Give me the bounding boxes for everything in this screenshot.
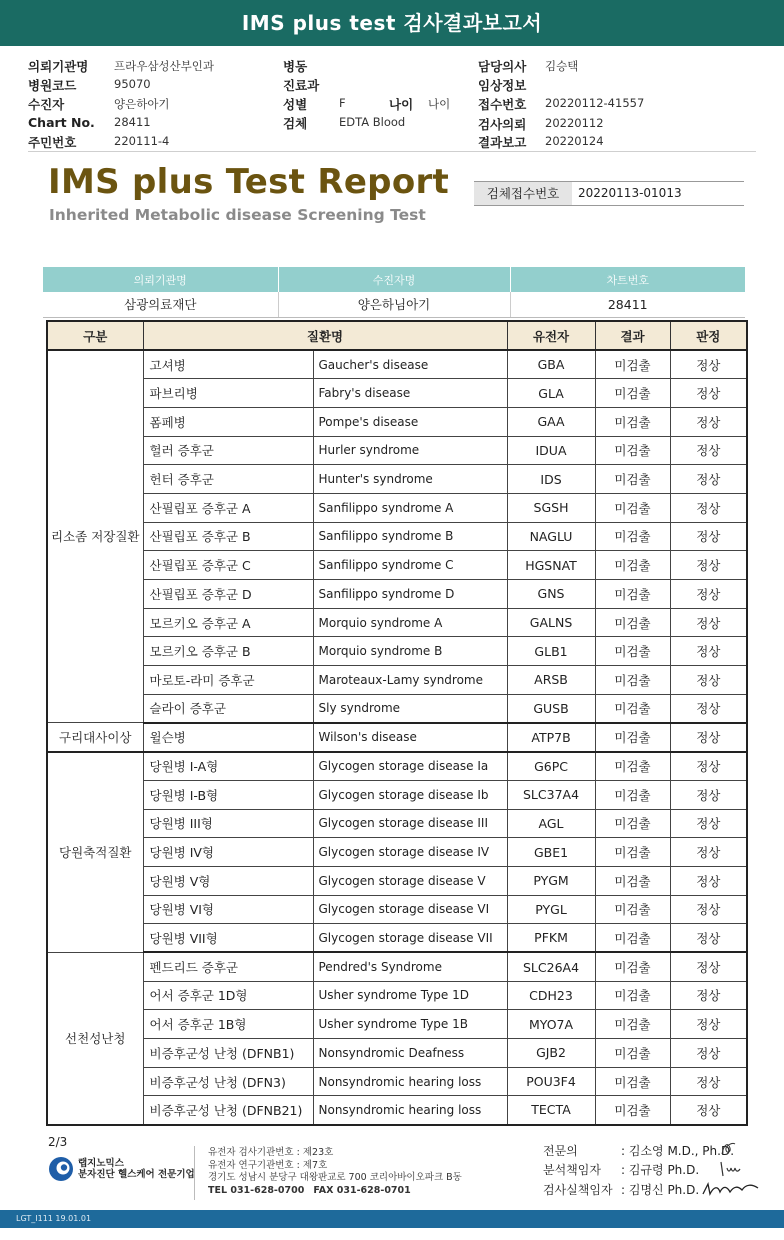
result-cell: 미검출	[595, 895, 670, 924]
verdict-cell: 정상	[670, 580, 747, 609]
patient-table-header: 수진자명	[278, 267, 510, 292]
disease-en-cell: Sanfilippo syndrome B	[313, 522, 507, 551]
disease-ko-cell: 당원병 IV형	[143, 838, 313, 867]
result-cell: 미검출	[595, 522, 670, 551]
company-name-line1: 랩지노믹스	[78, 1158, 124, 1169]
gene-cell: GLA	[507, 379, 595, 408]
results-header-category: 구분	[47, 321, 143, 350]
info-label: 결과보고	[478, 135, 527, 150]
info-label: 담당의사	[478, 59, 527, 74]
gene-cell: HGSNAT	[507, 551, 595, 580]
result-cell: 미검출	[595, 1039, 670, 1068]
page-number: 2/3	[48, 1135, 68, 1149]
table-row	[47, 436, 747, 465]
gene-cell: ARSB	[507, 666, 595, 695]
contact-role: 검사실책임자	[543, 1183, 613, 1197]
verdict-cell: 정상	[670, 809, 747, 838]
disease-en-cell: Glycogen storage disease IV	[313, 838, 507, 867]
disease-ko-cell: 당원병 I-A형	[143, 752, 313, 781]
table-row	[47, 1096, 747, 1125]
verdict-cell: 정상	[670, 1010, 747, 1039]
disease-en-cell: Glycogen storage disease Ia	[313, 752, 507, 781]
info-value: 95070	[114, 77, 151, 91]
disease-ko-cell: 모르키오 증후군 A	[143, 608, 313, 637]
result-cell: 미검출	[595, 752, 670, 781]
disease-en-cell: Pendred's Syndrome	[313, 952, 507, 981]
disease-en-cell: Usher syndrome Type 1B	[313, 1010, 507, 1039]
info-label: 검체	[283, 116, 308, 131]
verdict-cell: 정상	[670, 723, 747, 752]
info-label: 접수번호	[478, 97, 527, 112]
signature-1	[718, 1138, 740, 1160]
verdict-cell: 정상	[670, 666, 747, 695]
company-logo	[48, 1156, 74, 1182]
patient-table-header: 의뢰기관명	[43, 267, 278, 292]
gene-cell: GJB2	[507, 1039, 595, 1068]
result-cell: 미검출	[595, 608, 670, 637]
gene-cell: GALNS	[507, 608, 595, 637]
category-cell: 리소좀 저장질환	[47, 350, 143, 723]
signature-3	[700, 1178, 762, 1200]
results-header-result: 결과	[595, 321, 670, 350]
verdict-cell: 정상	[670, 895, 747, 924]
table-row	[47, 809, 747, 838]
info-label: 주민번호	[28, 135, 77, 150]
info-label: Chart No.	[28, 115, 95, 130]
disease-ko-cell: 당원병 I-B형	[143, 780, 313, 809]
results-header-verdict: 판정	[670, 321, 747, 350]
disease-en-cell: Wilson's disease	[313, 723, 507, 752]
divider	[28, 151, 756, 152]
result-cell: 미검출	[595, 780, 670, 809]
table-row	[47, 350, 747, 379]
verdict-cell: 정상	[670, 752, 747, 781]
table-row	[47, 1067, 747, 1096]
results-header-gene: 유전자	[507, 321, 595, 350]
contact-name: : 김규령 Ph.D.	[621, 1163, 700, 1177]
disease-en-cell: Morquio syndrome A	[313, 608, 507, 637]
table-row	[47, 895, 747, 924]
age-value: 나이	[428, 97, 451, 111]
results-header-disease: 질환명	[143, 321, 507, 350]
disease-en-cell: Nonsyndromic Deafness	[313, 1039, 507, 1068]
table-row	[47, 694, 747, 723]
report-header-bar	[0, 0, 784, 46]
disease-ko-cell: 마로토-라미 증후군	[143, 666, 313, 695]
table-row	[47, 981, 747, 1010]
table-row	[47, 608, 747, 637]
disease-en-cell: Glycogen storage disease VI	[313, 895, 507, 924]
receipt-number-label: 검체접수번호	[474, 182, 572, 205]
info-value: 20220112	[545, 116, 604, 130]
info-label: 수진자	[28, 97, 65, 112]
lab-fax: FAX 031-628-0701	[313, 1184, 411, 1196]
results-body	[47, 350, 747, 1125]
gene-cell: IDS	[507, 465, 595, 494]
footer-divider	[194, 1146, 195, 1200]
table-row	[47, 924, 747, 953]
gene-cell: CDH23	[507, 981, 595, 1010]
disease-ko-cell: 어서 증후군 1D형	[143, 981, 313, 1010]
disease-ko-cell: 당원병 VII형	[143, 924, 313, 953]
report-subtitle: Inherited Metabolic disease Screening Test	[49, 206, 426, 224]
lab-info-line: 유전자 검사기관번호 : 제23호	[208, 1147, 334, 1158]
disease-en-cell: Glycogen storage disease V	[313, 866, 507, 895]
disease-ko-cell: 비증후군성 난청 (DFN3)	[143, 1067, 313, 1096]
results-table	[46, 320, 748, 1126]
gene-cell: GUSB	[507, 694, 595, 723]
table-row	[47, 493, 747, 522]
verdict-cell: 정상	[670, 780, 747, 809]
disease-ko-cell: 어서 증후군 1B형	[143, 1010, 313, 1039]
table-row	[47, 838, 747, 867]
disease-ko-cell: 슬라이 증후군	[143, 694, 313, 723]
table-row	[47, 580, 747, 609]
disease-ko-cell: 폼페병	[143, 407, 313, 436]
result-cell: 미검출	[595, 952, 670, 981]
disease-ko-cell: 모르키오 증후군 B	[143, 637, 313, 666]
verdict-cell: 정상	[670, 924, 747, 953]
table-row	[47, 1039, 747, 1068]
disease-en-cell: Sly syndrome	[313, 694, 507, 723]
info-label: 병원코드	[28, 78, 77, 93]
gene-cell: PYGL	[507, 895, 595, 924]
table-row	[47, 866, 747, 895]
report-header-title: IMS plus test 검사결과보고서	[241, 11, 543, 35]
gene-cell: GNS	[507, 580, 595, 609]
receipt-number-box	[474, 181, 744, 206]
info-value: EDTA Blood	[339, 115, 406, 129]
result-cell: 미검출	[595, 436, 670, 465]
contact-role: 전문의	[543, 1144, 578, 1158]
signature-2	[718, 1158, 746, 1180]
disease-ko-cell: 파브리병	[143, 379, 313, 408]
info-value: 김승택	[545, 59, 579, 73]
category-cell: 선천성난청	[47, 952, 143, 1124]
disease-ko-cell: 헐러 증후군	[143, 436, 313, 465]
table-row	[47, 666, 747, 695]
table-row	[47, 637, 747, 666]
lab-info	[208, 1147, 462, 1197]
result-cell: 미검출	[595, 379, 670, 408]
table-row	[47, 752, 747, 781]
lab-info-line: 경기도 성남시 분당구 대왕판교로 700 코리아바이오파크 B동	[208, 1172, 462, 1183]
info-value: 20220112-41557	[545, 96, 645, 110]
disease-en-cell: Sanfilippo syndrome D	[313, 580, 507, 609]
report-title: IMS plus Test Report	[48, 162, 450, 202]
disease-ko-cell: 당원병 III형	[143, 809, 313, 838]
result-cell: 미검출	[595, 580, 670, 609]
disease-ko-cell: 헌터 증후군	[143, 465, 313, 494]
gene-cell: GBE1	[507, 838, 595, 867]
verdict-cell: 정상	[670, 1067, 747, 1096]
disease-en-cell: Glycogen storage disease III	[313, 809, 507, 838]
gene-cell: MYO7A	[507, 1010, 595, 1039]
table-row	[47, 952, 747, 981]
disease-ko-cell: 고셔병	[143, 350, 313, 379]
verdict-cell: 정상	[670, 493, 747, 522]
info-value: 20220124	[545, 134, 604, 148]
verdict-cell: 정상	[670, 952, 747, 981]
result-cell: 미검출	[595, 1010, 670, 1039]
gene-cell: GLB1	[507, 637, 595, 666]
gene-cell: SLC26A4	[507, 952, 595, 981]
result-cell: 미검출	[595, 809, 670, 838]
verdict-cell: 정상	[670, 866, 747, 895]
disease-ko-cell: 산필립포 증후군 D	[143, 580, 313, 609]
table-row	[47, 407, 747, 436]
result-cell: 미검출	[595, 924, 670, 953]
gene-cell: TECTA	[507, 1096, 595, 1125]
verdict-cell: 정상	[670, 436, 747, 465]
disease-ko-cell: 비증후군성 난청 (DFNB1)	[143, 1039, 313, 1068]
contact-name: : 김소영 M.D., Ph.D.	[621, 1144, 735, 1158]
result-cell: 미검출	[595, 866, 670, 895]
info-label: 의뢰기관명	[28, 59, 89, 74]
result-cell: 미검출	[595, 838, 670, 867]
table-row	[47, 465, 747, 494]
verdict-cell: 정상	[670, 694, 747, 723]
disease-en-cell: Nonsyndromic hearing loss	[313, 1096, 507, 1125]
contact-role: 분석책임자	[543, 1163, 601, 1177]
verdict-cell: 정상	[670, 1039, 747, 1068]
gene-cell: GAA	[507, 407, 595, 436]
gene-cell: IDUA	[507, 436, 595, 465]
result-cell: 미검출	[595, 637, 670, 666]
disease-ko-cell: 당원병 VI형	[143, 895, 313, 924]
disease-ko-cell: 비증후군성 난청 (DFNB21)	[143, 1096, 313, 1125]
gene-cell: G6PC	[507, 752, 595, 781]
disease-en-cell: Morquio syndrome B	[313, 637, 507, 666]
age-label: 나이	[389, 97, 414, 112]
disease-ko-cell: 산필립포 증후군 B	[143, 522, 313, 551]
info-label: 병동	[283, 59, 308, 74]
gene-cell: GBA	[507, 350, 595, 379]
verdict-cell: 정상	[670, 1096, 747, 1125]
category-cell: 구리대사이상	[47, 723, 143, 752]
disease-en-cell: Sanfilippo syndrome A	[313, 493, 507, 522]
info-label: 진료과	[283, 78, 320, 93]
gene-cell: ATP7B	[507, 723, 595, 752]
result-cell: 미검출	[595, 1096, 670, 1125]
verdict-cell: 정상	[670, 551, 747, 580]
category-cell: 당원축적질환	[47, 752, 143, 953]
verdict-cell: 정상	[670, 465, 747, 494]
gene-cell: AGL	[507, 809, 595, 838]
gene-cell: SLC37A4	[507, 780, 595, 809]
result-cell: 미검출	[595, 407, 670, 436]
disease-en-cell: Gaucher's disease	[313, 350, 507, 379]
disease-ko-cell: 산필립포 증후군 C	[143, 551, 313, 580]
result-cell: 미검출	[595, 694, 670, 723]
result-cell: 미검출	[595, 350, 670, 379]
disease-en-cell: Usher syndrome Type 1D	[313, 981, 507, 1010]
result-cell: 미검출	[595, 666, 670, 695]
disease-en-cell: Pompe's disease	[313, 407, 507, 436]
info-label: 성별	[283, 97, 308, 112]
verdict-cell: 정상	[670, 350, 747, 379]
disease-en-cell: Hunter's syndrome	[313, 465, 507, 494]
patient-table-header: 차트번호	[510, 267, 745, 292]
verdict-cell: 정상	[670, 522, 747, 551]
disease-ko-cell: 펜드리드 증후군	[143, 952, 313, 981]
disease-en-cell: Glycogen storage disease VII	[313, 924, 507, 953]
disease-ko-cell: 당원병 V형	[143, 866, 313, 895]
disease-ko-cell: 산필립포 증후군 A	[143, 493, 313, 522]
contact-name: : 김명신 Ph.D.	[621, 1183, 700, 1197]
info-label: 검사의뢰	[478, 117, 527, 132]
patient-table	[43, 267, 745, 318]
result-cell: 미검출	[595, 1067, 670, 1096]
result-cell: 미검출	[595, 551, 670, 580]
patient-table-cell: 양은하님아기	[278, 292, 510, 317]
gene-cell: SGSH	[507, 493, 595, 522]
info-value: 28411	[114, 115, 151, 129]
gene-cell: PYGM	[507, 866, 595, 895]
receipt-number-value: 20220113-01013	[578, 186, 682, 200]
verdict-cell: 정상	[670, 981, 747, 1010]
table-row	[47, 1010, 747, 1039]
gene-cell: NAGLU	[507, 522, 595, 551]
footer-bar	[0, 1210, 784, 1228]
result-cell: 미검출	[595, 465, 670, 494]
company-name-line2: 분자진단 헬스케어 전문기업	[78, 1169, 195, 1180]
info-label: 임상정보	[478, 78, 527, 93]
table-row	[47, 522, 747, 551]
disease-ko-cell: 윌슨병	[143, 723, 313, 752]
company-name	[78, 1158, 195, 1180]
lab-info-line: 유전자 연구기관번호 : 제7호	[208, 1159, 328, 1171]
verdict-cell: 정상	[670, 637, 747, 666]
disease-en-cell: Sanfilippo syndrome C	[313, 551, 507, 580]
gene-cell: PFKM	[507, 924, 595, 953]
verdict-cell: 정상	[670, 407, 747, 436]
verdict-cell: 정상	[670, 608, 747, 637]
disease-en-cell: Maroteaux-Lamy syndrome	[313, 666, 507, 695]
document-code: LGT_I111 19.01.01	[16, 1214, 92, 1223]
table-row	[47, 379, 747, 408]
lab-tel: TEL 031-628-0700	[208, 1184, 305, 1196]
gene-cell: POU3F4	[507, 1067, 595, 1096]
result-cell: 미검출	[595, 723, 670, 752]
disease-en-cell: Fabry's disease	[313, 379, 507, 408]
patient-table-cell: 28411	[510, 292, 745, 317]
table-row	[47, 780, 747, 809]
disease-en-cell: Nonsyndromic hearing loss	[313, 1067, 507, 1096]
disease-en-cell: Hurler syndrome	[313, 436, 507, 465]
table-row	[47, 723, 747, 752]
table-row	[47, 551, 747, 580]
info-value: 프라우삼성산부인과	[114, 59, 214, 73]
info-value: 220111-4	[114, 134, 170, 148]
result-cell: 미검출	[595, 981, 670, 1010]
verdict-cell: 정상	[670, 838, 747, 867]
info-value: F	[339, 96, 346, 110]
disease-en-cell: Glycogen storage disease Ib	[313, 780, 507, 809]
result-cell: 미검출	[595, 493, 670, 522]
info-value: 양은하아기	[114, 97, 170, 111]
verdict-cell: 정상	[670, 379, 747, 408]
patient-table-cell: 삼광의료재단	[43, 292, 278, 317]
